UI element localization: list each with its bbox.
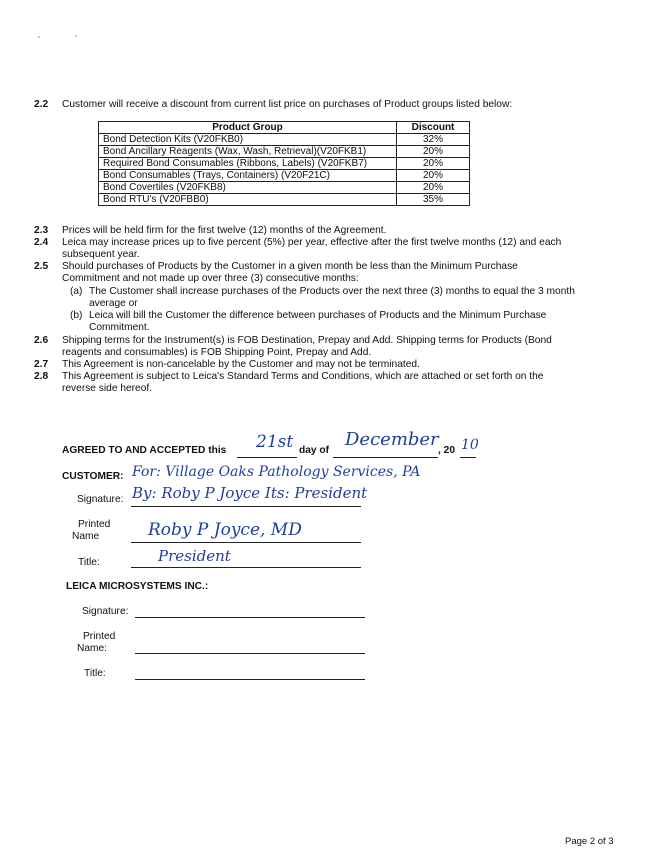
section-text: Customer will receive a discount from current list price on purchases of Product groups listed below: — [62, 99, 513, 110]
section-text: This Agreement is non-cancelable by the Customer and may not be terminated. — [62, 359, 420, 370]
section-number: 2.3 — [34, 225, 49, 236]
subitem-text-line: Commitment. — [89, 322, 150, 333]
day-line — [237, 457, 297, 458]
section-text-line: reverse side hereof. — [62, 383, 153, 394]
section-text-line: subsequent year. — [62, 249, 140, 260]
name-label: Name: — [77, 643, 108, 654]
table-row — [99, 194, 470, 206]
section-text-line: Leica may increase prices up to five percent (5%) per year, effective after the first twelve months (12) and each — [62, 237, 562, 248]
year-prefix: , 20 — [438, 445, 455, 456]
section-text-line: Commitment and not made up over three (3) consecutive months: — [62, 273, 359, 284]
section-number: 2.7 — [34, 359, 49, 370]
table-row — [99, 146, 470, 158]
leica-label: LEICA MICROSYSTEMS INC.: — [66, 581, 209, 592]
section-text: Prices will be held firm for the first twelve (12) months of the Agreement. — [62, 225, 387, 236]
product-group-cell: Bond Covertiles (V20FKB8) — [99, 182, 397, 194]
section-text-line: Should purchases of Products by the Customer in a given month be less than the Minimum Purchase — [62, 261, 518, 272]
discount-cell: 20% — [397, 182, 470, 194]
product-group-cell: Bond Ancillary Reagents (Wax, Wash, Retrieval)(V20FKB1) — [99, 146, 397, 158]
signature-label: Signature: — [82, 606, 129, 617]
signature-line — [131, 506, 361, 507]
subitem-label: (b) — [70, 310, 83, 321]
table-header-row — [99, 122, 470, 134]
year-line — [460, 457, 476, 458]
title-label: Title: — [78, 557, 100, 568]
printed-label: Printed — [83, 631, 116, 642]
handwritten-title: President — [158, 547, 231, 565]
handwritten-day: 21st — [256, 432, 294, 452]
day-of-label: day of — [299, 445, 330, 456]
title-line — [135, 679, 365, 680]
customer-label: CUSTOMER: — [62, 471, 124, 482]
scan-speck — [75, 35, 77, 37]
product-group-cell: Bond Consumables (Trays, Containers) (V20F21C) — [99, 170, 397, 182]
column-header: Discount — [397, 122, 470, 134]
name-label: Name — [72, 531, 100, 542]
section-text-line: Shipping terms for the Instrument(s) is FOB Destination, Prepay and Add. Shipping terms for Products (Bond — [62, 335, 552, 346]
handwritten-year: 10 — [461, 437, 479, 453]
section-number: 2.4 — [34, 237, 49, 248]
signature-label: Signature: — [77, 494, 124, 505]
product-group-cell: Bond Detection Kits (V20FKB0) — [99, 134, 397, 146]
discount-cell: 20% — [397, 158, 470, 170]
title-line — [131, 567, 361, 568]
subitem-label: (a) — [70, 286, 83, 297]
section-text-line: This Agreement is subject to Leica's Standard Terms and Conditions, which are attached or set forth on the — [62, 371, 544, 382]
product-group-cell: Bond RTU's (V20FBB0) — [99, 194, 397, 206]
printed-name-line — [131, 542, 361, 543]
subitem-text-line: Leica will bill the Customer the difference between purchases of Products and the Minimum Purchase — [89, 310, 547, 321]
signature-line — [135, 617, 365, 618]
month-line — [333, 457, 438, 458]
handwritten-customer-name: For: Village Oaks Pathology Services, PA — [132, 464, 421, 480]
discount-cell: 20% — [397, 146, 470, 158]
table-row — [99, 158, 470, 170]
discount-cell: 32% — [397, 134, 470, 146]
discount-cell: 20% — [397, 170, 470, 182]
printed-name-line — [135, 653, 365, 654]
agreed-label: AGREED TO AND ACCEPTED this — [62, 445, 227, 456]
column-header: Product Group — [99, 122, 397, 134]
handwritten-signature: By: Roby P Joyce Its: President — [132, 484, 368, 502]
section-number: 2.5 — [34, 261, 49, 272]
section-number: 2.8 — [34, 371, 49, 382]
title-label: Title: — [84, 668, 106, 679]
discount-cell: 35% — [397, 194, 470, 206]
product-group-cell: Required Bond Consumables (Ribbons, Labels) (V20FKB7) — [99, 158, 397, 170]
page-number: Page 2 of 3 — [565, 836, 614, 847]
discount-table — [98, 121, 470, 206]
handwritten-printed-name: Roby P Joyce, MD — [148, 520, 302, 540]
table-row — [99, 170, 470, 182]
subitem-text-line: average or — [89, 298, 138, 309]
table-row — [99, 182, 470, 194]
subitem-text-line: The Customer shall increase purchases of the Products over the next three (3) months to equal the 3 month — [89, 286, 575, 297]
section-number: 2.2 — [34, 99, 49, 110]
section-text-line: reagents and consumables) is FOB Shipping Point, Prepay and Add. — [62, 347, 372, 358]
scan-speck — [38, 36, 40, 38]
table-row — [99, 134, 470, 146]
section-number: 2.6 — [34, 335, 49, 346]
handwritten-month: December — [345, 429, 439, 450]
printed-label: Printed — [78, 519, 111, 530]
